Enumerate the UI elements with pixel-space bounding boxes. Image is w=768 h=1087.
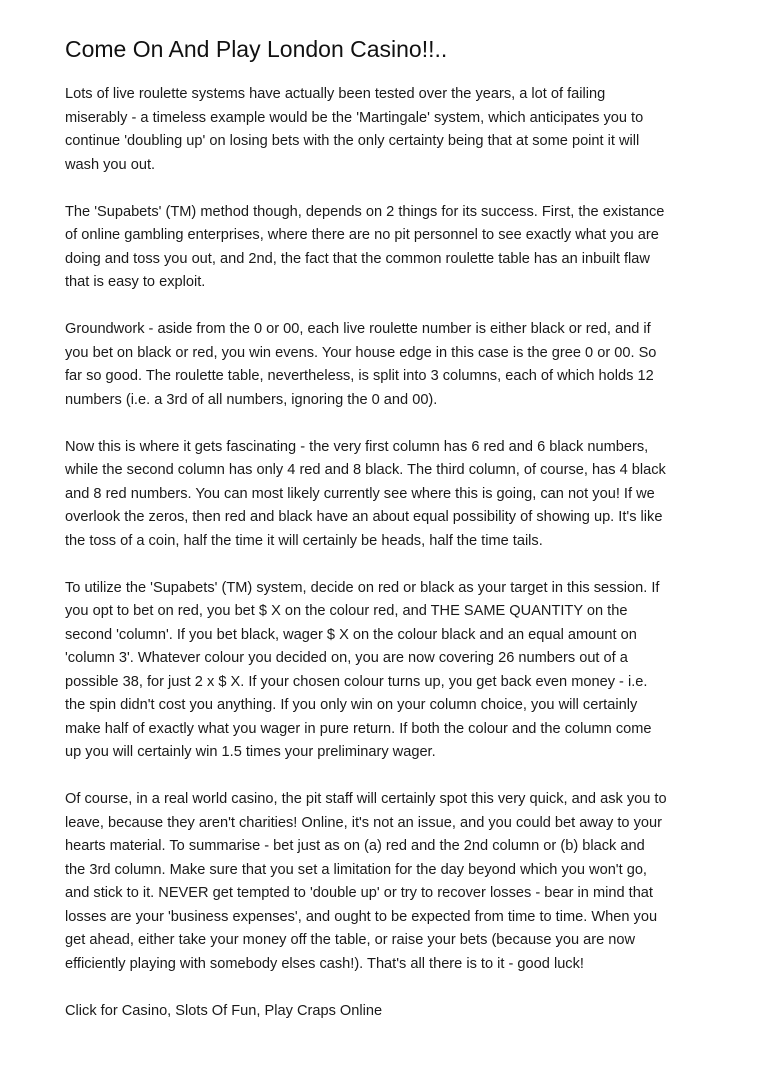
paragraph-real-casino: Of course, in a real world casino, the pit staff will certainly spot this very quick, and ask you to leave, because they aren't charities! Online, it's not an issue, and you could bet away to your hearts material. To summarise - bet just as on (a) red and the 2nd column or (b) black and the 3rd column. Make sure that you set a limitation for the day beyond which you won't go, and stick to it. NEVER get tempted to 'double up' or try to recover losses - bear in mind that losses are your 'business expenses', and ought to be expected from time to time. When you get ahead, either take your money off the table, or raise your bets (because you are now efficiently playing with somebody elses cash!). That's all there is to it - good luck!: [65, 791, 667, 972]
document-page: [65, 34, 715, 1023]
footer-link[interactable]: Click for Casino, Slots Of Fun, Play Craps Online: [65, 1002, 383, 1019]
paragraph-groundwork: Groundwork - aside from the 0 or 00, each live roulette number is either black or red, and if you bet on black or red, you win evens. Your house edge in this case is the gree 0 or 00. So far so good. The roulette table, nevertheless, is split into 3 columns, each of which holds 12 numbers (i.e. a 3rd of all numbers, ignoring the 0 and 00).: [65, 321, 657, 408]
paragraph-martingale: Lots of live roulette systems have actually been tested over the years, a lot of failing miserably - a timeless example would be the 'Martingale' system, which anticipates you to continue 'doubling up' on losing bets with the only certainty being that at some point it will wash you out.: [65, 86, 644, 173]
paragraph-system-usage: To utilize the 'Supabets' (TM) system, decide on red or black as your target in this session. If you opt to bet on red, you bet $ X on the colour red, and THE SAME QUANTITY on the second 'column'. If you bet black, wager $ X on the colour black and an equal amount on 'column 3'. Whatever colour you decided on, you are now covering 26 numbers out of a possible 38, for just 2 x $ X. If your chosen colour turns up, you get back even money - i.e. the spin didn't cost you anything. If you only win on your column choice, you will certainly make half of exactly what you wager in pure return. If both the colour and the column come up you will certainly win 1.5 times your preliminary wager.: [65, 579, 660, 760]
page-title: Come On And Play London Casino!!..: [65, 36, 448, 62]
paragraph-supabets-method: The 'Supabets' (TM) method though, depends on 2 things for its success. First, the existance of online gambling enterprises, where there are no pit personnel to see exactly what you are doing and toss you out, and 2nd, the fact that the common roulette table has an inbuilt flaw that is easy to exploit.: [65, 203, 665, 290]
paragraph-columns: Now this is where it gets fascinating - the very first column has 6 red and 6 black numbers, while the second column has only 4 red and 8 black. The third column, of course, has 4 black and 8 red numbers. You can most likely currently see where this is going, can not you! If we overlook the zeros, then red and black have an about equal possibility of showing up. It's like the toss of a coin, half the time it will certainly be heads, half the time tails.: [65, 438, 666, 549]
